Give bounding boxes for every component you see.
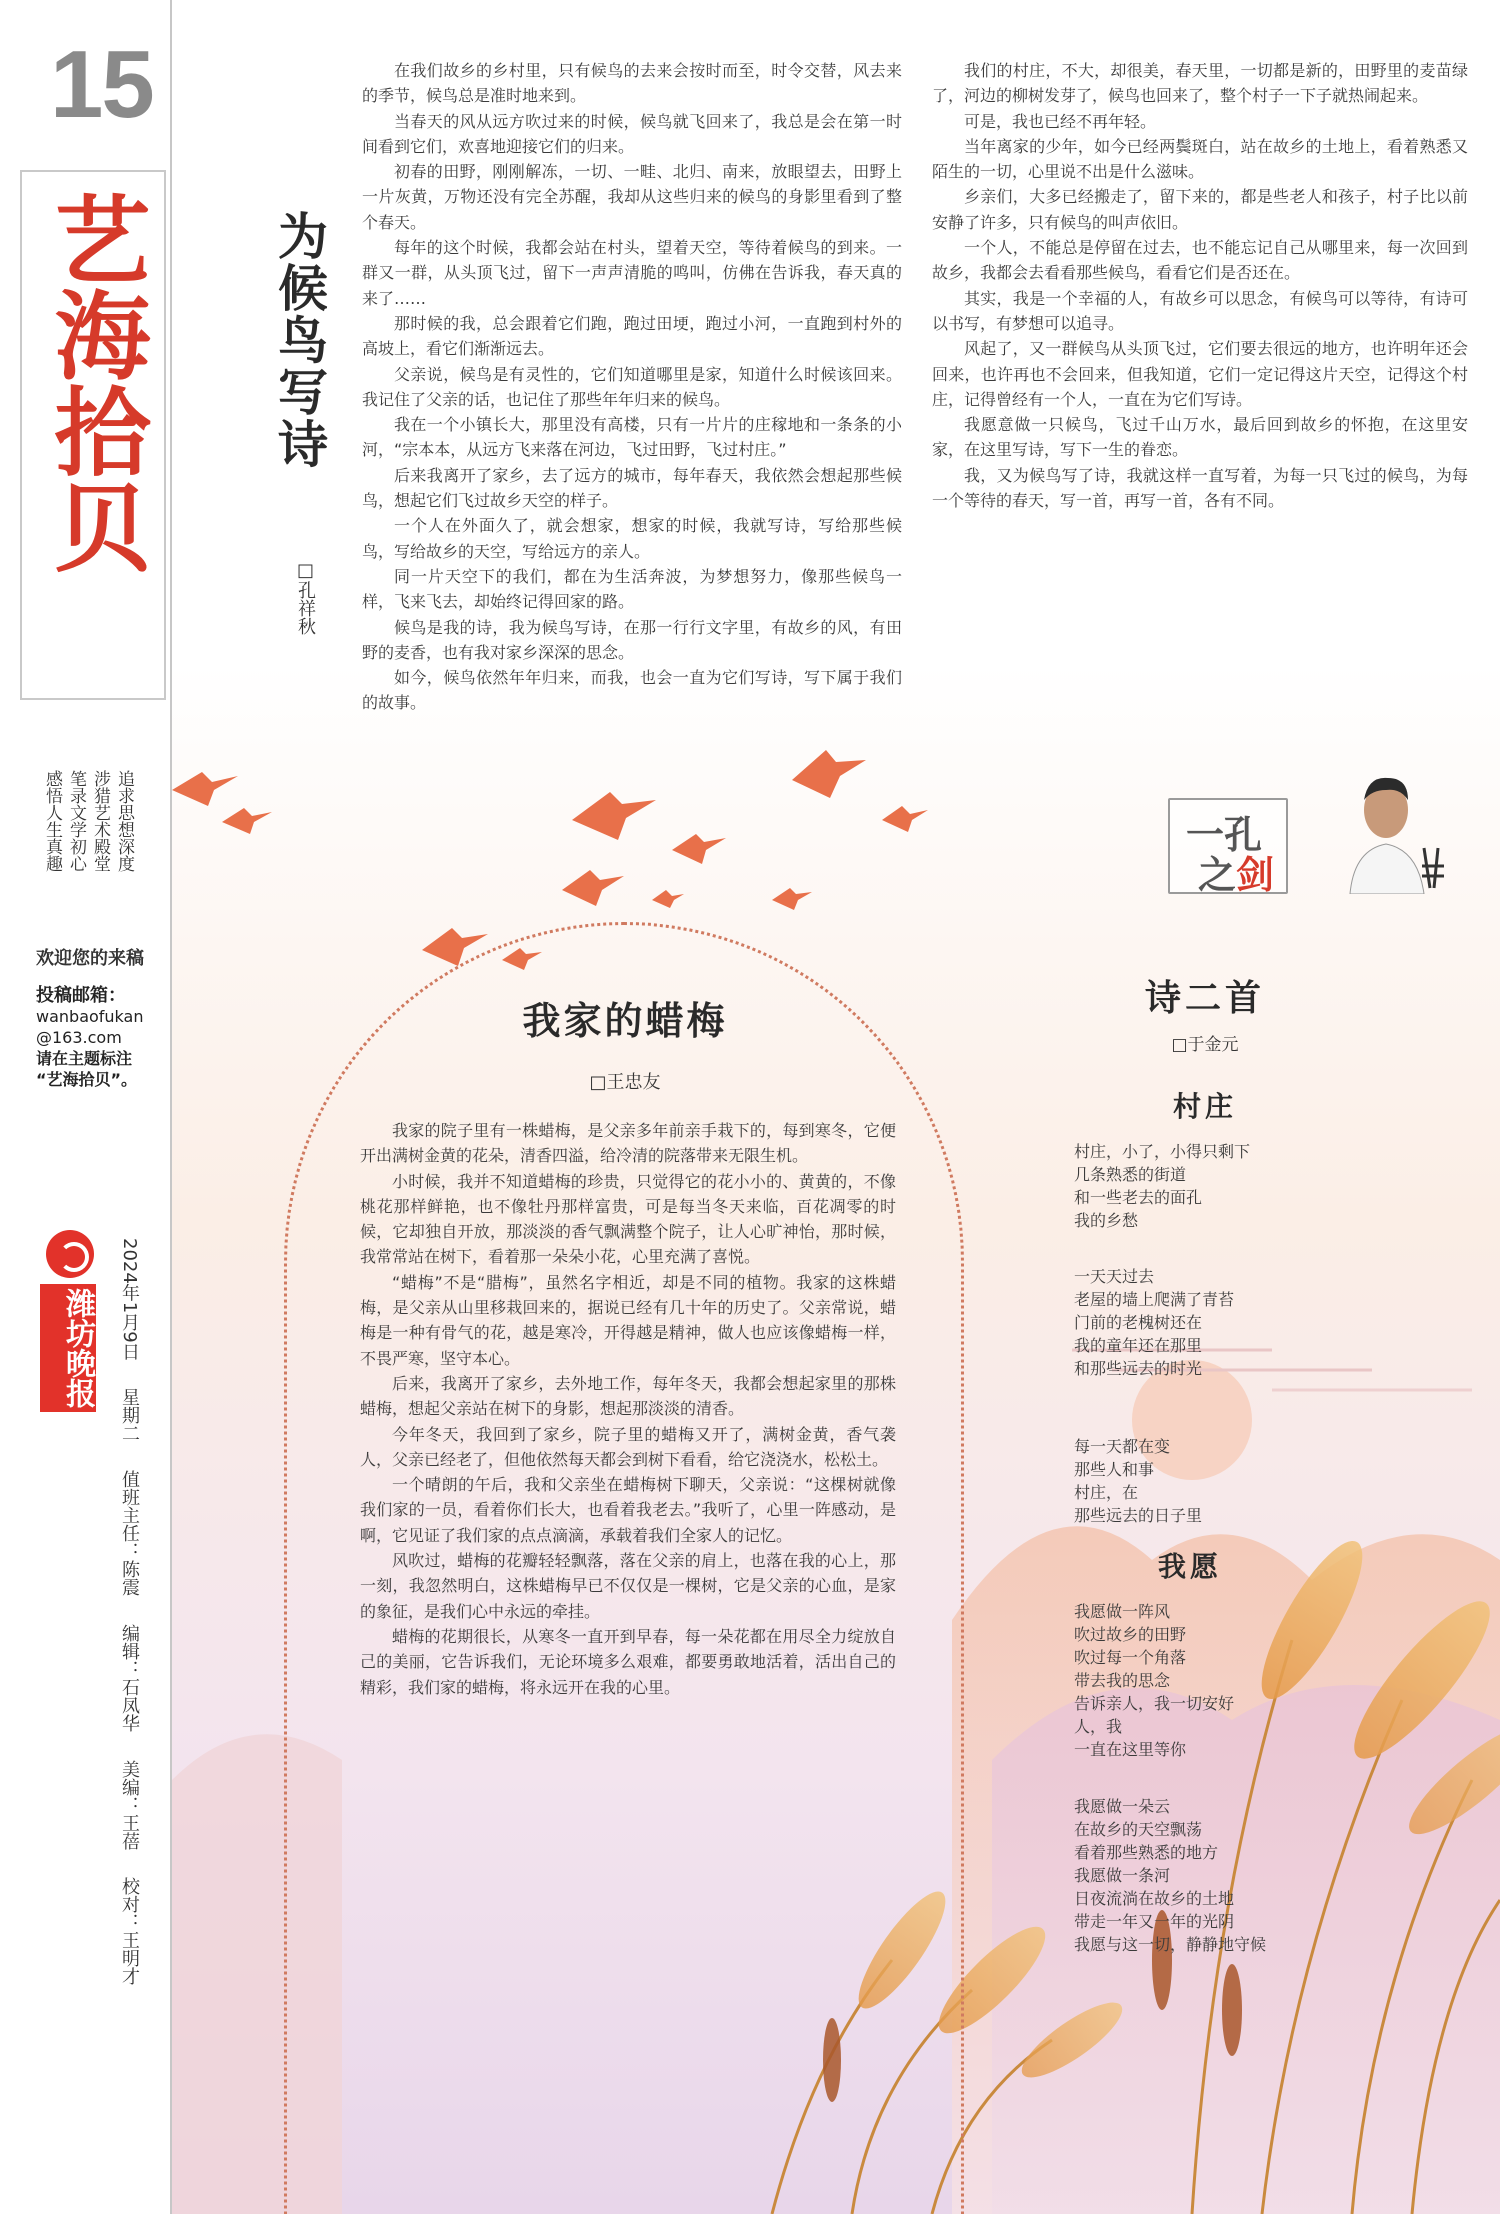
paragraph: 父亲说，候鸟是有灵性的，它们知道哪里是家，知道什么时候该回来。我记住了父亲的话，也记住了那些年年归来的候鸟。 bbox=[362, 364, 902, 409]
poem-title: 我愿 bbox=[1157, 1550, 1222, 1583]
issue-weekday: 星期二 bbox=[119, 1388, 140, 1443]
poem-stanza bbox=[1074, 1140, 1394, 1232]
poem-line: 我愿与这一切，静静地守候 bbox=[1074, 1935, 1267, 1954]
paragraph: 风吹过，蜡梅的花瓣轻轻飘落，落在父亲的肩上，也落在我的心上，那一刻，我忽然明白，这株蜡梅早已不仅仅是一棵树，它是父亲的心血，是家的象征，是我们心中永远的牵挂。 bbox=[360, 1551, 896, 1621]
paragraph: 其实，我是一个幸福的人，有故乡可以思念，有候鸟可以等待，有诗可以书写，有梦想可以追寻。 bbox=[932, 288, 1468, 333]
poem-stanza bbox=[1074, 1600, 1394, 1761]
issue-info bbox=[118, 1238, 140, 2007]
poem-line: 那些远去的日子里 bbox=[1074, 1506, 1203, 1525]
slogan-line: 感悟人生真趣 bbox=[42, 770, 62, 872]
paragraph: 在我们故乡的乡村里，只有候鸟的去来会按时而至，时令交替，风去来的季节，候鸟总是准时地来到。 bbox=[362, 61, 902, 106]
article-body bbox=[360, 1118, 896, 1700]
paper-name: 潍坊晚报 bbox=[40, 1284, 96, 1412]
logo-icon bbox=[46, 1230, 94, 1278]
poems-title: 诗二首 bbox=[1144, 977, 1265, 1019]
contribute-info bbox=[36, 985, 166, 1090]
poem-line: 人，我 bbox=[1074, 1717, 1123, 1736]
paragraph: 我们的村庄，不大，却很美，春天里，一切都是新的，田野里的麦苗绿了，河边的柳树发芽了，候鸟也回来了，整个村子一下子就热闹起来。 bbox=[932, 61, 1468, 106]
badge-text: 一孔 bbox=[1186, 812, 1263, 857]
paragraph: 蜡梅的花期很长，从寒冬一直开到早春，每一朵花都在用尽全力绽放自己的美丽，它告诉我们，无论环境多么艰难，都要勇敢地活着，活出自己的精彩，我们家的蜡梅，将永远开在我的心里。 bbox=[360, 1626, 896, 1697]
poem-stanza bbox=[1074, 1265, 1394, 1380]
email-line[interactable]: @163.com bbox=[36, 1028, 122, 1047]
poem-line: 几条熟悉的街道 bbox=[1074, 1165, 1187, 1184]
column-slogan bbox=[40, 770, 136, 930]
paragraph: 一个人，不能总是停留在过去，也不能忘记自己从哪里来，每一次回到故乡，我都会去看看那些候鸟，看看它们是否还在。 bbox=[932, 238, 1468, 283]
poem-line: 一直在这里等你 bbox=[1074, 1740, 1187, 1759]
paragraph: 那时候的我，总会跟着它们跑，跑过田埂，跑过小河，一直跑到村外的高坡上，看它们渐渐远去。 bbox=[362, 313, 902, 359]
poem-stanza bbox=[1074, 1435, 1394, 1527]
paragraph: 当春天的风从远方吹过来的时候，候鸟就飞回来了，我总是会在第一时间看到它们，欢喜地迎接它们的归来。 bbox=[362, 111, 902, 156]
column-title: 艺海拾贝 bbox=[39, 190, 152, 574]
poem-line: 和一些老去的面孔 bbox=[1074, 1188, 1203, 1207]
paragraph: 每年的这个时候，我都会站在村头，望着天空，等待着候鸟的到来。一群又一群，从头顶飞过，留下一声声清脆的鸣叫，仿佛在告诉我，春天真的来了…… bbox=[362, 238, 902, 308]
cattail bbox=[1222, 1964, 1242, 2056]
issue-date: 2024年1月9日 bbox=[119, 1238, 140, 1361]
masthead bbox=[0, 0, 172, 2214]
paragraph: 当年离家的少年，如今已经两鬓斑白，站在故乡的土地上，看着熟悉又陌生的一切，心里说不出是什么滋味。 bbox=[932, 136, 1468, 182]
paragraph: 如今，候鸟依然年年归来，而我，也会一直为它们写诗，写下属于我们的故事。 bbox=[362, 668, 902, 713]
note-tag: “艺海拾贝”。 bbox=[36, 1070, 138, 1089]
proofreader: 校对：王明才 bbox=[119, 1877, 140, 1986]
author-column-badge bbox=[1168, 770, 1458, 900]
editor-chief: 值班主任：陈震 bbox=[119, 1470, 140, 1597]
paragraph: 小时候，我并不知道蜡梅的珍贵，只觉得它的花小小的、黄黄的，不像桃花那样鲜艳，也不像牡丹那样富贵，可是每当冬天来临，百花凋零的时候，它却独自开放，那淡淡的香气飘满整个院子，让人心旷神怡，那时候，我常常站在树下，看着那一朵朵小花，心里充满了喜悦。 bbox=[360, 1171, 896, 1267]
paragraph: 初春的田野，刚刚解冻，一切、一畦、北归、南来，放眼望去，田野上一片灰黄，万物还没有完全苏醒，我却从这些归来的候鸟的身影里看到了整个春天。 bbox=[362, 162, 902, 232]
paragraph: 我家的院子里有一株蜡梅，是父亲多年前亲手栽下的，每到寒冬，它便开出满树金黄的花朵，清香四溢，给冷清的院落带来无限生机。 bbox=[360, 1121, 896, 1166]
poems-byline: □于金元 bbox=[1171, 1035, 1239, 1055]
paragraph: 候鸟是我的诗，我为候鸟写诗，在那一行行文字里，有故乡的风，有田野的麦香，也有我对家乡深深的思念。 bbox=[362, 617, 902, 662]
poem-stanza bbox=[1074, 1795, 1394, 1956]
poem-line: 在故乡的天空飘荡 bbox=[1074, 1820, 1203, 1839]
paragraph: 乡亲们，大多已经搬走了，留下来的，都是些老人和孩子，村子比以前安静了许多，只有候鸟的叫声依旧。 bbox=[932, 187, 1468, 232]
poem-line: 我的童年还在那里 bbox=[1074, 1336, 1203, 1355]
article-byline: □王忠友 bbox=[589, 1072, 661, 1093]
paragraph: 后来我离开了家乡，去了远方的城市，每年春天，我依然会想起那些候鸟，想起它们飞过故乡天空的样子。 bbox=[362, 465, 902, 511]
badge-text bbox=[1198, 844, 1274, 899]
paragraph: 我在一个小镇长大，那里没有高楼，只有一片片的庄稼地和一条条的小河，“宗本本，从远方飞来落在河边，飞过田野，飞过村庄。” bbox=[362, 415, 902, 460]
paragraph: 今年冬天，我回到了家乡，院子里的蜡梅又开了，满树金黄，香气袭人，父亲已经老了，但他依然每天都会到树下看看，给它浇浇水，松松土。 bbox=[360, 1424, 896, 1469]
poem-line: 我愿做一条河 bbox=[1074, 1866, 1171, 1885]
poem-line: 告诉亲人，我一切安好 bbox=[1074, 1694, 1235, 1713]
poem-line: 门前的老槐树还在 bbox=[1074, 1313, 1203, 1332]
page-number: 15 bbox=[50, 31, 153, 138]
poem-line: 日夜流淌在故乡的土地 bbox=[1074, 1889, 1235, 1908]
article-body bbox=[932, 58, 1468, 513]
poem-line: 带走一年又一年的光阴 bbox=[1074, 1912, 1235, 1931]
paragraph: 一个人在外面久了，就会想家，想家的时候，我就写诗，写给那些候鸟，写给故乡的天空，写给远方的亲人。 bbox=[362, 516, 902, 561]
slogan-line: 笔录文学初心 bbox=[66, 770, 86, 872]
article-title: 为候鸟写诗 bbox=[270, 210, 329, 470]
paragraph: 风起了，又一群候鸟从头顶飞过，它们要去很远的地方，也许明年还会回来，也许再也不会回来，但我知道，它们一定记得这片天空，记得这个村庄，记得曾经有一个人，一直在为它们写诗。 bbox=[932, 339, 1468, 409]
article-body bbox=[362, 58, 902, 716]
article-byline: □孔祥秋 bbox=[295, 560, 316, 635]
paragraph: 我，又为候鸟写了诗，我就这样一直写着，为每一只飞过的候鸟，为每一个等待的春天，写一首，再写一首，各有不同。 bbox=[932, 465, 1468, 511]
poem-line: 和那些远去的时光 bbox=[1074, 1359, 1203, 1378]
badge-text-part: 之 bbox=[1198, 852, 1237, 897]
slogan-line: 涉猎艺术殿堂 bbox=[90, 770, 110, 872]
paragraph: 我愿意做一只候鸟，飞过千山万水，最后回到故乡的怀抱，在这里安家，在这里写诗，写下一生的眷恋。 bbox=[932, 415, 1468, 460]
note-prefix: 请在主题标注 bbox=[36, 1049, 133, 1068]
paragraph: 后来，我离开了家乡，去外地工作，每年冬天，我都会想起家里的那株蜡梅，想起父亲站在树下的身影，想起那淡淡的清香。 bbox=[360, 1373, 896, 1419]
paragraph: 同一片天空下的我们，都在为生活奔波，为梦想努力，像那些候鸟一样，飞来飞去，却始终记得回家的路。 bbox=[362, 566, 902, 612]
editor: 编辑：石凤华 bbox=[119, 1623, 140, 1732]
poem-line: 那些人和事 bbox=[1074, 1460, 1155, 1479]
poem-line: 村庄，在 bbox=[1074, 1483, 1139, 1502]
poem-title: 村庄 bbox=[1172, 1090, 1237, 1123]
poem-line: 带去我的思念 bbox=[1074, 1671, 1171, 1690]
poem-line: 一天天过去 bbox=[1074, 1267, 1155, 1286]
poem-line: 老屋的墙上爬满了青苔 bbox=[1074, 1290, 1235, 1309]
art-editor: 美编：王蓓 bbox=[119, 1759, 140, 1850]
article-title: 我家的蜡梅 bbox=[522, 998, 728, 1043]
poem-line: 村庄，小了，小得只剩下 bbox=[1074, 1142, 1251, 1161]
welcome-text: 欢迎您的来稿 bbox=[36, 948, 144, 969]
paragraph: 可是，我也已经不再年轻。 bbox=[964, 111, 1157, 131]
poem-line: 我愿做一朵云 bbox=[1074, 1797, 1171, 1816]
badge-text-accent: 剑 bbox=[1236, 852, 1275, 897]
slogan-line: 追求思想深度 bbox=[114, 770, 134, 872]
poem-line: 看着那些熟悉的地方 bbox=[1074, 1843, 1219, 1862]
poem-line: 我愿做一阵风 bbox=[1074, 1602, 1171, 1621]
paragraph: “蜡梅”不是“腊梅”，虽然名字相近，却是不同的植物。我家的这株蜡梅，是父亲从山里移栽回来的，据说已经有几十年的历史了。父亲常说，蜡梅是一种有骨气的花，越是寒冷，开得越是精神，做人也应该像蜡梅一样，不畏严寒，坚守本心。 bbox=[360, 1272, 896, 1368]
contribute-label: 投稿邮箱： bbox=[36, 985, 126, 1006]
author-portrait bbox=[1344, 770, 1454, 894]
poem-line: 我的乡愁 bbox=[1074, 1211, 1139, 1230]
email-line[interactable]: wanbaofukan bbox=[36, 1007, 144, 1026]
poem-line: 吹过每一个角落 bbox=[1074, 1648, 1187, 1667]
poem-line: 吹过故乡的田野 bbox=[1074, 1625, 1187, 1644]
poem-line: 每一天都在变 bbox=[1074, 1437, 1171, 1456]
paragraph: 一个晴朗的午后，我和父亲坐在蜡梅树下聊天，父亲说：“这棵树就像我们家的一员，看着你们长大，也看着我老去。”我听了，心里一阵感动，是啊，它见证了我们家的点点滴滴，承载着我们全家人的记忆。 bbox=[360, 1475, 896, 1545]
